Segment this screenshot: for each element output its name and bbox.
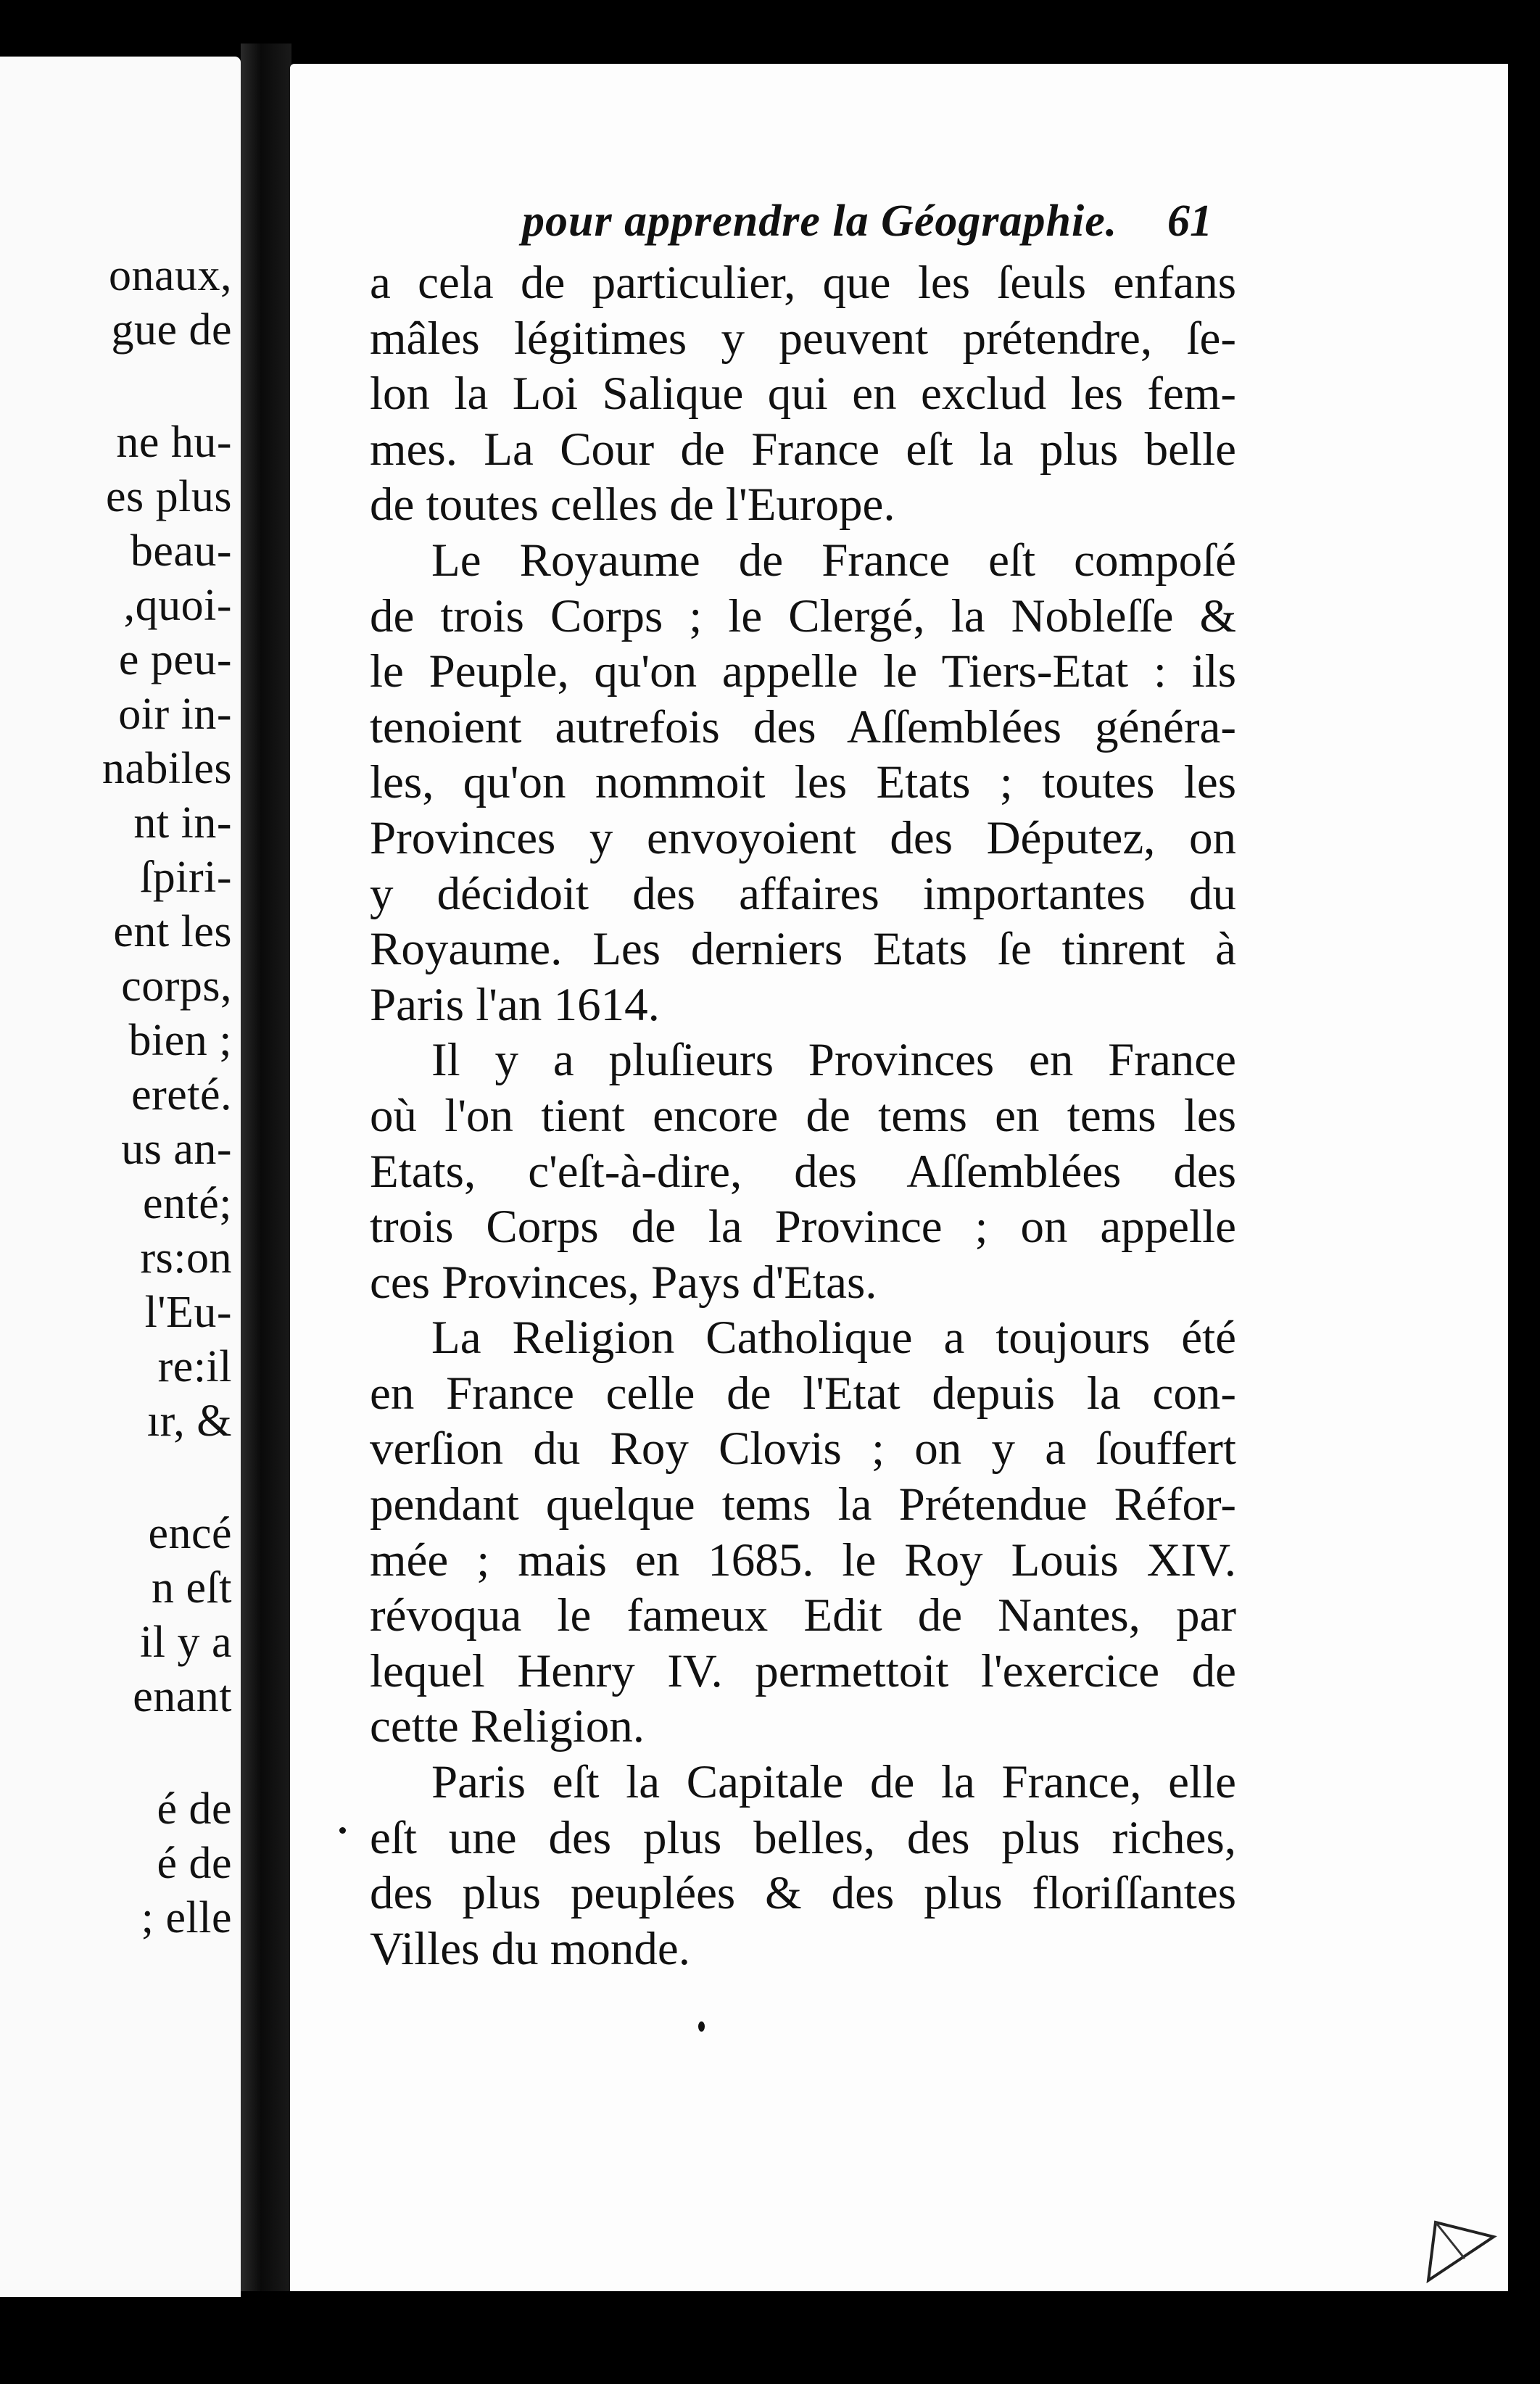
text-line: ces Provinces, Pays d'Etas. bbox=[370, 1256, 877, 1309]
left-page-line: gue de bbox=[111, 305, 232, 355]
text-line: lequel Henry IV. permettoit l'exercice de bbox=[370, 1644, 1236, 1697]
left-page-line: e peu- bbox=[118, 635, 232, 684]
left-page-line: il y a bbox=[140, 1618, 232, 1667]
body-text bbox=[370, 255, 1236, 1977]
left-page-line: ſpiri- bbox=[140, 853, 232, 902]
book-gutter bbox=[241, 44, 291, 2291]
left-page-line: enant bbox=[133, 1672, 232, 1721]
left-page-line: ent les bbox=[113, 907, 232, 956]
paragraph bbox=[370, 255, 1236, 533]
text-line: La Religion Catholique a toujours été bbox=[431, 1312, 1236, 1365]
text-line: eſt une des plus belles, des plus riches, bbox=[370, 1811, 1236, 1864]
left-page-line: oir in- bbox=[118, 690, 232, 739]
left-page-line: ; elle bbox=[141, 1893, 232, 1942]
left-page-line: nabiles bbox=[102, 744, 232, 793]
text-line: Paris eſt la Capitale de la France, elle bbox=[431, 1756, 1236, 1809]
text-line: le Peuple, qu'on appelle le Tiers-Etat : ils bbox=[370, 645, 1236, 698]
ink-speck bbox=[698, 2021, 705, 2032]
text-line: Il y a pluſieurs Provinces en France bbox=[431, 1034, 1236, 1087]
text-line: Villes du monde. bbox=[370, 1922, 691, 1975]
text-line: de toutes celles de l'Europe. bbox=[370, 479, 895, 531]
text-line: trois Corps de la Province ; on appelle bbox=[370, 1201, 1236, 1254]
text-line: de trois Corps ; le Clergé, la Nobleſſe & bbox=[370, 589, 1236, 642]
left-page-line: corps, bbox=[121, 961, 232, 1011]
text-line: des plus peuplées & des plus floriſſantes bbox=[370, 1867, 1236, 1920]
left-page-line: l'Eu- bbox=[144, 1288, 232, 1337]
text-line: Le Royaume de France eſt compoſé bbox=[431, 534, 1236, 587]
left-page-line: ereté. bbox=[131, 1070, 232, 1119]
text-line: a cela de particulier, que les ſeuls enfans bbox=[370, 257, 1236, 309]
text-line: Paris l'an 1614. bbox=[370, 978, 660, 1031]
left-page-line: es plus bbox=[106, 472, 232, 521]
text-line: mâles légitimes y peuvent prétendre, ſe- bbox=[370, 312, 1236, 365]
left-page-line: enté; bbox=[143, 1179, 232, 1228]
running-head: pour apprendre la Géographie. bbox=[522, 196, 1118, 246]
left-page-line: encé bbox=[148, 1509, 232, 1558]
left-page-line: rs:on bbox=[140, 1233, 232, 1283]
left-page-line: us an- bbox=[121, 1125, 232, 1174]
left-page-line: é de bbox=[157, 1839, 232, 1888]
text-line: lon la Loi Salique qui en exclud les fem- bbox=[370, 368, 1236, 421]
text-line: tenoient autrefois des Aſſemblées généra- bbox=[370, 700, 1236, 753]
text-line: en France celle de l'Etat depuis la con- bbox=[370, 1367, 1236, 1420]
left-page-line: nt in- bbox=[133, 798, 232, 848]
left-page-line: re:il bbox=[157, 1342, 232, 1391]
left-page-line: é de bbox=[157, 1784, 232, 1834]
left-page-fragment bbox=[0, 57, 241, 2297]
left-page-line: bien ; bbox=[128, 1016, 232, 1065]
text-line: les, qu'on nommoit les Etats ; toutes les bbox=[370, 756, 1236, 809]
text-line: Royaume. Les derniers Etats ſe tinrent à bbox=[370, 923, 1236, 976]
paragraph bbox=[370, 1310, 1236, 1755]
left-page-line: beau- bbox=[130, 526, 232, 576]
text-line: mée ; mais en 1685. le Roy Louis XIV. bbox=[370, 1534, 1236, 1586]
left-page-line: n eſt bbox=[152, 1563, 232, 1613]
text-line: Provinces y envoyoient des Députez, on bbox=[370, 811, 1236, 864]
left-page-line: ne hu- bbox=[116, 418, 232, 467]
text-line: cette Religion. bbox=[370, 1700, 645, 1753]
text-line: y décidoit des affaires importantes du bbox=[370, 867, 1236, 920]
paragraph bbox=[370, 533, 1236, 1032]
ink-speck bbox=[339, 1827, 346, 1834]
paragraph bbox=[370, 1755, 1236, 1977]
left-page-line: onaux, bbox=[108, 251, 232, 300]
left-page-line: ,quoi- bbox=[123, 581, 232, 630]
left-page-line: ır, & bbox=[146, 1396, 232, 1446]
text-line: révoqua le fameux Edit de Nantes, par bbox=[370, 1589, 1236, 1642]
text-line: pendant quelque tems la Prétendue Réfor- bbox=[370, 1478, 1236, 1531]
text-line: Etats, c'eſt-à-dire, des Aſſemblées des bbox=[370, 1145, 1236, 1198]
text-line: verſion du Roy Clovis ; on y a ſouffert bbox=[370, 1423, 1236, 1475]
paragraph bbox=[370, 1032, 1236, 1310]
folded-corner-icon bbox=[1421, 2208, 1501, 2288]
text-line: mes. La Cour de France eſt la plus belle bbox=[370, 423, 1236, 476]
text-line: où l'on tient encore de tems en tems les bbox=[370, 1089, 1236, 1142]
page-number: 61 bbox=[1167, 196, 1212, 246]
